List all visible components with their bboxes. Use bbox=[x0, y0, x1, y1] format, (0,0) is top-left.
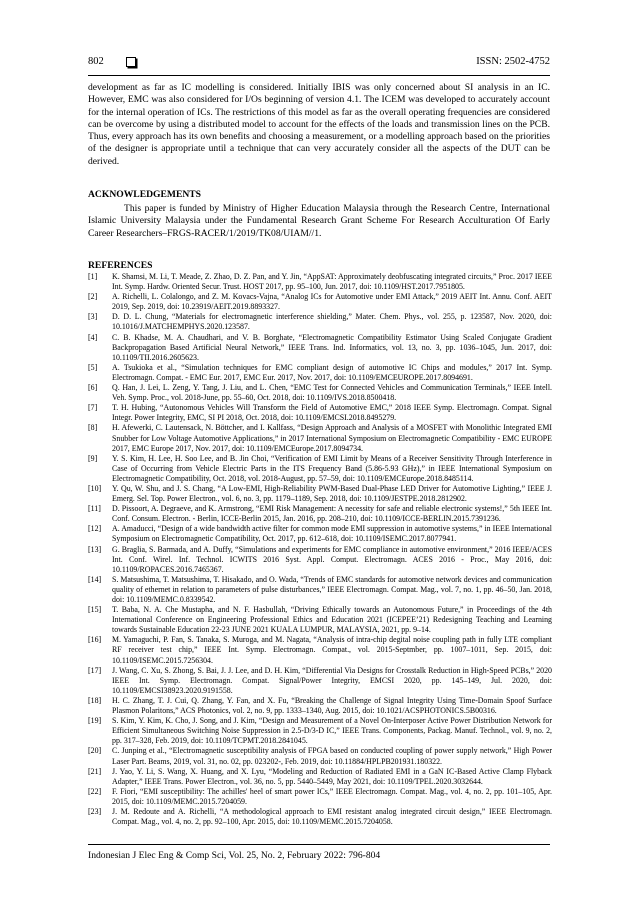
reference-number: [1] bbox=[88, 272, 98, 281]
reference-item bbox=[88, 333, 552, 363]
reference-number: [15] bbox=[88, 605, 102, 615]
reference-item bbox=[88, 423, 552, 453]
reference-number: [16] bbox=[88, 635, 102, 645]
reference-text: M. Yamaguchi, P. Fan, S. Tanaka, S. Muroga, and M. Nagata, “Analysis of intra-chip degital noise coupling path in fully LTE compliant RF receiver test chip,” IEEE Int. Symp. Electromagn. Compat., vol. 2015-Septmber, pp. 1007–1011, Sep. 2015, doi: 10.1109/ISEMC.2015.7256304. bbox=[112, 635, 552, 665]
page-header bbox=[88, 56, 550, 72]
footer-rule bbox=[88, 844, 550, 845]
page-number: 802 bbox=[88, 56, 104, 67]
reference-text: Y. S. Kim, H. Lee, H. Soo Lee, and B. Jin Choi, “Verification of EMI Limit by Means of a Receiver Sensitivity Through Interference in Case of Occurring from Vehicle Electric Parts in the ITS Frequency Band (5.86-5.93 GHz),” in IEEE International Symposium on Electromagnetic Compatibility, Oct. 2018, vol. 2018-August, pp. 57–59, doi: 10.1109/EMCEurope.2018.8485114. bbox=[112, 453, 552, 483]
reference-number: [14] bbox=[88, 574, 102, 584]
reference-text: J. Yao, Y. Li, S. Wang, X. Huang, and X. Lyu, “Modeling and Reduction of Radiated EMI in a GaN IC-Based Active Clamp Flyback Adapter,” IEEE Trans. Power Electron., vol. 36, no. 5, pp. 5440–5449, May 2021, doi: 10.1109/TPEL.2020.3032644. bbox=[112, 766, 552, 786]
reference-text: F. Fiori, “EMI susceptibility: The achilles' heel of smart power ICs,” IEEE Electromagn. Compat. Mag., vol. 4, no. 2, pp. 101–105, Apr. 2015, doi: 10.1109/MEMC.2015.7204059. bbox=[112, 786, 552, 806]
reference-number: [5] bbox=[88, 362, 98, 372]
reference-number: [11] bbox=[88, 504, 101, 514]
reference-text: A. Amaducci, “Design of a wide bandwidth active filter for common mode EMI suppression in automotive systems,” in IEEE International Symposium on Electromagnetic Compatibility, Oct. 2017, pp. 612–618, doi: 10.1109/ISEMC.2017.8077941. bbox=[112, 524, 552, 544]
reference-number: [23] bbox=[88, 806, 102, 816]
reference-text: H. C. Zhang, T. J. Cui, Q. Zhang, Y. Fan, and X. Fu, “Breaking the Challenge of Signal Integrity Using Time-Domain Spoof Surface Plasmon Polaritons,” ACS Photonics, vol. 2, no. 9, pp. 1333–1340, Aug. 2015, doi: 10.1021/ACSPHOTONICS.5B00316. bbox=[112, 695, 552, 716]
reference-item bbox=[88, 575, 552, 605]
reference-text: T. Baba, N. A. Che Mustapha, and N. F. Hasbullah, “Driving Ethically towards an Autonomous Future,” in Proceedings of the 4th International Conference on Engineering Professional Ethics and Education 2021 (ICEPEE’21) Redesigning Teaching and Learning towards Sustainable Education 22-23 JUNE 2021 KUALA LUMPUR, MALAYSIA, 2021, pp. 9–14. bbox=[112, 605, 552, 635]
reference-item bbox=[88, 716, 552, 746]
reference-text: D. Pissoort, A. Degraeve, and K. Armstrong, “EMI Risk Management: A necessity for safe and reliable electronic systems!,” 5th IEEE Int. Conf. Consum. Electron. - Berlin, ICCE-Berlin 2015, Jan. 2016, pp. 208–210, doi: 10.1109/ICCE-BERLIN.2015.7391236. bbox=[112, 504, 552, 524]
reference-number: [17] bbox=[88, 665, 102, 675]
reference-number: [19] bbox=[88, 716, 102, 726]
reference-number: [12] bbox=[88, 524, 102, 534]
reference-number: [13] bbox=[88, 544, 102, 554]
reference-text: J. M. Redoute and A. Richelli, “A methodological approach to EMI resistant analog integrated circuit design,” IEEE Electromagn. Compat. Mag., vol. 4, no. 2, pp. 92–100, Apr. 2015, doi: 10.1109/MEMC.2015.7204058. bbox=[112, 806, 552, 827]
reference-item bbox=[88, 605, 552, 635]
reference-item bbox=[88, 807, 552, 827]
reference-number: [10] bbox=[88, 483, 102, 493]
reference-item bbox=[88, 767, 552, 787]
reference-item bbox=[88, 383, 552, 403]
reference-item bbox=[88, 272, 552, 292]
reference-item bbox=[88, 746, 552, 766]
reference-text: H. Afewerki, C. Lautensack, N. Böttcher, and I. Kallfass, “Design Approach and Analysis of a MOSFET with Monolithic Integrated EMI Snubber for Low Voltage Automotive Applications,” in 2017 International Symposium on Electromagnetic Compatibility - EMC EUROPE 2017, EMC Europe 2017, Nov. 2017, doi: 10.1109/EMCEurope.2017.8094734. bbox=[112, 423, 552, 453]
reference-item bbox=[88, 696, 552, 716]
reference-number: [4] bbox=[88, 332, 98, 342]
acknowledgements-text: This paper is funded by Ministry of Higher Education Malaysia through the Research Centre, International Islamic University Malaysia under the Fundamental Research Grant Scheme For Research Acculturation Of Early Career Researchers–FRGS-RACER/1/2019/TK08/UIAM//1. bbox=[88, 203, 550, 239]
reference-number: [3] bbox=[88, 312, 98, 322]
reference-number: [9] bbox=[88, 453, 98, 463]
reference-text: S. Kim, Y. Kim, K. Cho, J. Song, and J. Kim, “Design and Measurement of a Novel On-Interposer Active Power Distribution Network for Efficient Simultaneous Switching Noise Suppression in 2.5-D/3-D IC,” IEEE Trans. Components, Packag. Manuf. Technol., vol. 9, no. 2, pp. 317–328, Feb. 2019, doi: 10.1109/TCPMT.2018.2841045. bbox=[112, 716, 552, 746]
reference-item bbox=[88, 363, 552, 383]
reference-number: [8] bbox=[88, 423, 98, 433]
reference-text: Y. Qu, W. Shu, and J. S. Chang, “A Low-EMI, High-Reliability PWM-Based Dual-Phase LED Driver for Automotive Lighting,” IEEE J. Emerg. Sel. Top. Power Electron., vol. 6, no. 3, pp. 1179–1189, Sep. 2018, doi: 10.1109/JESTPE.2018.2812902. bbox=[112, 483, 552, 504]
body-paragraph: development as far as IC modelling is considered. Initially IBIS was only concerned about SI analysis in an IC. However, EMC was also considered for I/Os beginning of version 4.1. The ICEM was developed to accurately account for the internal operation of ICs. The restrictions of this model as far as the overall operating frequencies are considered can be overcome by using a distributed model to account for the effects of the loads and transmission lines on the PCB. Thus, every approach has its own benefits and choosing a measurement, or a modelling approach based on the priorities of the designer is appropriate until a technique that can very accurately consider all the aspects of the DUT can be derived. bbox=[88, 82, 550, 167]
references-heading: REFERENCES bbox=[88, 260, 153, 271]
reference-text: S. Matsushima, T. Matsushima, T. Hisakado, and O. Wada, “Trends of EMC standards for automotive network devices and communication quality of ethernet in relation to parameters of pulse disturbances,” IEEE Electromagn. Compat. Mag., vol. 7, no. 1, pp. 46–50, Jan. 2018, doi: 10.1109/MEMC.0.8339542. bbox=[112, 574, 552, 604]
reference-item bbox=[88, 666, 552, 696]
reference-item bbox=[88, 454, 552, 484]
reference-text: J. Wang, C. Xu, S. Zhong, S. Bai, J. J. Lee, and D. H. Kim, “Differential Via Designs for Crosstalk Reduction in High-Speed PCBs,” 2020 IEEE Int. Symp. Electromagn. Compat. Signal/Power Integrity, EMCSI 2020, pp. 145–149, Jul. 2020, doi: 10.1109/EMCSI38923.2020.9191558. bbox=[112, 665, 552, 695]
reference-text: T. H. Hubing, “Autonomous Vehicles Will Transform the Field of Automotive EMC,” 2018 IEEE Symp. Electromagn. Compat. Signal Integr. Power Integrity, EMC, SI PI 2018, Oct. 2018, doi: 10.1109/EMCSI.2018.8495279. bbox=[112, 403, 552, 423]
reference-item bbox=[88, 484, 552, 504]
reference-item bbox=[88, 545, 552, 575]
reference-number: [18] bbox=[88, 695, 102, 705]
square-bullet-icon bbox=[126, 57, 136, 67]
reference-number: [2] bbox=[88, 292, 98, 302]
reference-item bbox=[88, 787, 552, 807]
reference-number: [21] bbox=[88, 766, 102, 776]
reference-text: C. B. Khadse, M. A. Chaudhari, and V. B. Borghate, “Electromagnetic Compatibility Estimator Using Scaled Conjugate Gradient Backpropagation Based Artificial Neural Network,” IEEE Trans. Ind. Informatics, vol. 13, no. 3, pp. 1036–1045, Jun. 2017, doi: 10.1109/TII.2016.2605623. bbox=[112, 332, 552, 362]
reference-text: K. Shamsi, M. Li, T. Meade, Z. Zhao, D. Z. Pan, and Y. Jin, “AppSAT: Approximately deobfuscating integrated circuits,” Proc. 2017 IEEE Int. Symp. Hardw. Oriented Secur. Trust. HOST 2017, pp. 95–100, Jun. 2017, doi: 10.1109/HST.2017.7951805. bbox=[112, 272, 552, 292]
acknowledgements-heading: ACKNOWLEDGEMENTS bbox=[88, 189, 202, 200]
reference-item bbox=[88, 635, 552, 665]
reference-item bbox=[88, 312, 552, 332]
reference-text: C. Junping et al., “Electromagnetic susceptibility analysis of FPGA based on conducted coupling of power supply network,” High Power Laser Part. Beams, 2019, vol. 31, no. 02, pp. 023202-, Feb. 2019, doi: 10.11884/HPLPB201931.180322. bbox=[112, 746, 552, 766]
reference-item bbox=[88, 524, 552, 544]
reference-text: A. Richelli, L. Colalongo, and Z. M. Kovacs-Vajna, “Analog ICs for Automotive under EMI Attack,” 2019 AEIT Int. Annu. Conf. AEIT 2019, Sep. 2019, doi: 10.23919/AEIT.2019.8893327. bbox=[112, 292, 552, 312]
reference-text: D. D. L. Chung, “Materials for electromagnetic interference shielding,” Mater. Chem. Phys., vol. 255, p. 123587, Nov. 2020, doi: 10.1016/J.MATCHEMPHYS.2020.123587. bbox=[112, 312, 552, 332]
references-list bbox=[88, 272, 552, 827]
reference-item bbox=[88, 292, 552, 312]
header-rule bbox=[88, 75, 550, 76]
reference-number: [6] bbox=[88, 383, 98, 393]
reference-number: [7] bbox=[88, 403, 98, 413]
reference-number: [20] bbox=[88, 746, 102, 756]
reference-item bbox=[88, 403, 552, 423]
reference-text: A. Tsukioka et al., “Simulation techniques for EMC compliant design of automotive IC Chips and modules,” 2017 Int. Symp. Electromagn. Compat. - EMC Eur. 2017, EMC Eur. 2017, Nov. 2017, doi: 10.1109/EMCEUROPE.2017.8094691. bbox=[112, 362, 552, 382]
reference-item bbox=[88, 504, 552, 524]
issn-label: ISSN: 2502-4752 bbox=[476, 56, 550, 67]
reference-text: G. Braglia, S. Barmada, and A. Duffy, “Simulations and experiments for EMC compliance in automotive environment,” 2016 IEEE/ACES Int. Conf. Wirel. Inf. Technol. ICWITS 2016 Syst. Appl. Comput. Electromagn. ACES 2016 - Proc., May 2016, doi: 10.1109/ROPACES.2016.7465367. bbox=[112, 544, 552, 574]
reference-number: [22] bbox=[88, 786, 102, 796]
page-footer: Indonesian J Elec Eng & Comp Sci, Vol. 25, No. 2, February 2022: 796-804 bbox=[88, 850, 381, 861]
reference-text: Q. Han, J. Lei, L. Zeng, Y. Tang, J. Liu, and L. Chen, “EMC Test for Connected Vehicles and Communication Terminals,” IEEE Intell. Veh. Symp. Proc., vol. 2018-June, pp. 55–60, Oct. 2018, doi: 10.1109/IVS.2018.8500418. bbox=[112, 383, 552, 403]
